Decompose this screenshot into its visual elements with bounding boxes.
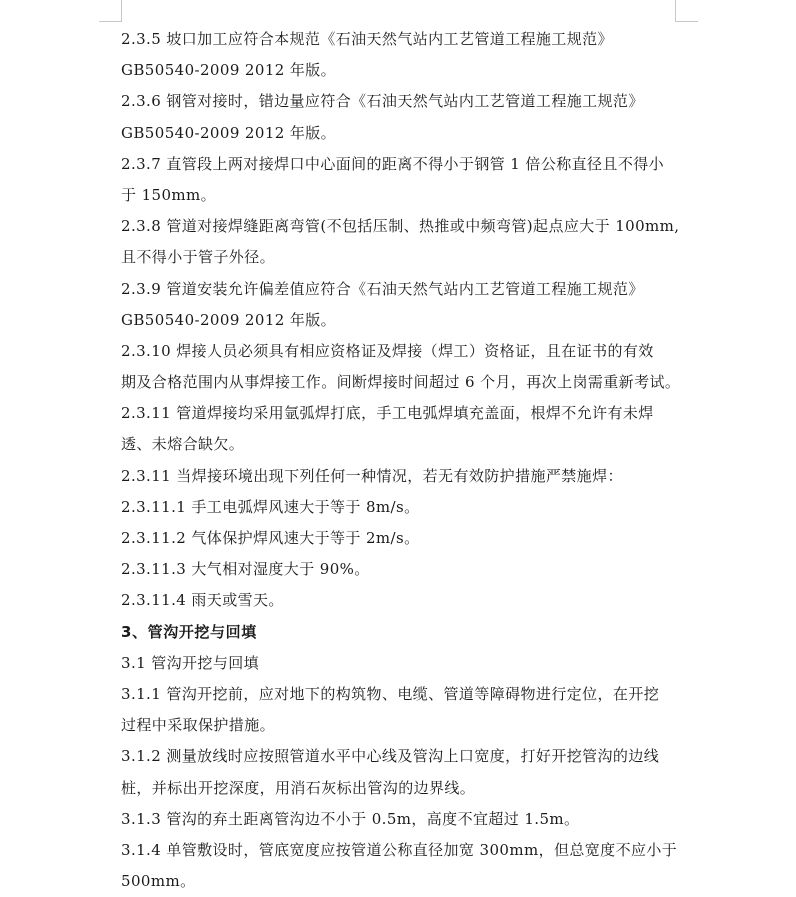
- text-line: 期及合格范围内从事焊接工作。间断焊接时间超过 6 个月，再次上岗需重新考试。: [121, 373, 681, 392]
- text-line: 2.3.5 坡口加工应符合本规范《石油天然气站内工艺管道工程施工规范》: [121, 30, 613, 48]
- text-line: 2.3.11.2 气体保护焊风速大于等于 2m/s。: [121, 529, 420, 547]
- text-line: 2.3.11 管道焊接均采用氩弧焊打底，手工电弧焊填充盖面，根焊不允许有未焊: [121, 404, 654, 423]
- text-line: 2.3.11 当焊接环境出现下列任何一种情况，若无有效防护措施严禁施焊：: [121, 466, 623, 485]
- text-line: GB50540-2009 2012 年版。: [121, 61, 337, 80]
- document-body: [121, 24, 681, 897]
- text-line: 2.3.11.4 雨天或雪天。: [121, 591, 284, 610]
- text-line: 3.1.3 管沟的弃土距离管沟边不小于 0.5m，高度不宜超过 1.5m。: [121, 809, 580, 828]
- text-line: 2.3.6 钢管对接时，错边量应符合《石油天然气站内工艺管道工程施工规范》: [121, 92, 644, 111]
- text-line: 于 150mm。: [121, 185, 217, 204]
- page-margin-corner-top-right: [675, 0, 698, 22]
- text-line: 2.3.10 焊接人员必须具有相应资格证及焊接（焊工）资格证，且在证书的有效: [121, 341, 654, 360]
- text-line: 2.3.11.3 大气相对湿度大于 90%。: [121, 560, 370, 579]
- subsection-heading: 3.1 管沟开挖与回填: [121, 653, 260, 672]
- text-line: 桩，并标出开挖深度，用消石灰标出管沟的边界线。: [121, 778, 476, 797]
- text-line: GB50540-2009 2012 年版。: [121, 310, 337, 329]
- text-line: 透、未熔合缺欠。: [121, 435, 245, 454]
- text-line: 3.1.2 测量放线时应按照管道水平中心线及管沟上口宽度，打好开挖管沟的边线: [121, 747, 660, 766]
- text-line: 2.3.11.1 手工电弧焊风速大于等于 8m/s。: [121, 497, 420, 516]
- text-line: 2.3.9 管道安装允许偏差值应符合《石油天然气站内工艺管道工程施工规范》: [121, 279, 644, 298]
- text-line: GB50540-2009 2012 年版。: [121, 123, 337, 142]
- text-line: 3.1.1 管沟开挖前，应对地下的构筑物、电缆、管道等障碍物进行定位，在开挖: [121, 684, 660, 703]
- text-line: 500mm。: [121, 872, 196, 891]
- text-line: 3.1.4 单管敷设时，管底宽度应按管道公称直径加宽 300mm，但总宽度不应小于: [121, 840, 678, 859]
- text-line: 2.3.8 管道对接焊缝距离弯管(不包括压制、热推或中频弯管)起点应大于 100mm,: [121, 217, 680, 236]
- section-heading: 3、管沟开挖与回填: [121, 622, 257, 641]
- text-line: 2.3.7 直管段上两对接焊口中心面间的距离不得小于钢管 1 倍公称直径且不得小: [121, 154, 665, 173]
- text-line: 且不得小于管子外径。: [121, 248, 276, 267]
- page-margin-corner-top-left: [99, 0, 122, 22]
- text-line: 过程中采取保护措施。: [121, 716, 276, 735]
